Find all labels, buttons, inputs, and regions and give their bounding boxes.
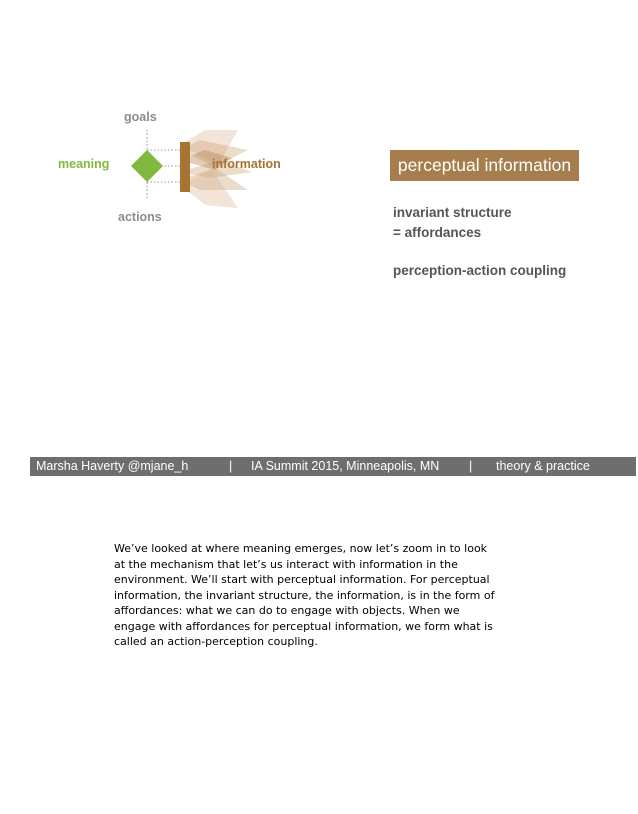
slide-title-box: perceptual information xyxy=(390,150,579,181)
speaker-notes xyxy=(114,541,534,650)
notes-line: called an action-perception coupling. xyxy=(114,635,318,648)
footer-separator: | xyxy=(469,459,473,473)
footer-event: IA Summit 2015, Minneapolis, MN xyxy=(251,459,440,473)
notes-line: affordances: what we can do to engage with objects. When we xyxy=(114,604,460,617)
point-perception-action-coupling: perception-action coupling xyxy=(393,263,567,278)
meaning-diamond xyxy=(131,150,163,182)
information-label: information xyxy=(212,157,281,171)
slide-footer xyxy=(30,457,636,476)
notes-line: information, the invariant structure, the information, is in the form of xyxy=(114,588,495,602)
actions-label: actions xyxy=(118,210,162,224)
notes-line: environment. We’ll start with perceptual information. For perceptual xyxy=(114,573,490,586)
footer-separator: | xyxy=(229,459,233,473)
point-invariant-structure: invariant structure xyxy=(393,205,512,220)
goals-label: goals xyxy=(124,110,157,124)
footer-topic: theory & practice xyxy=(496,459,590,473)
meaning-label: meaning xyxy=(58,157,110,171)
information-block xyxy=(180,142,190,192)
notes-line: We’ve looked at where meaning emerges, now let’s zoom in to look xyxy=(114,542,488,555)
meaning-information-diagram xyxy=(0,0,330,260)
notes-line: at the mechanism that let’s us interact with information in the xyxy=(114,557,458,571)
footer-author: Marsha Haverty @mjane_h xyxy=(36,459,189,473)
point-affordances: = affordances xyxy=(393,225,482,240)
notes-line: engage with affordances for perceptual information, we form what is xyxy=(114,619,493,633)
